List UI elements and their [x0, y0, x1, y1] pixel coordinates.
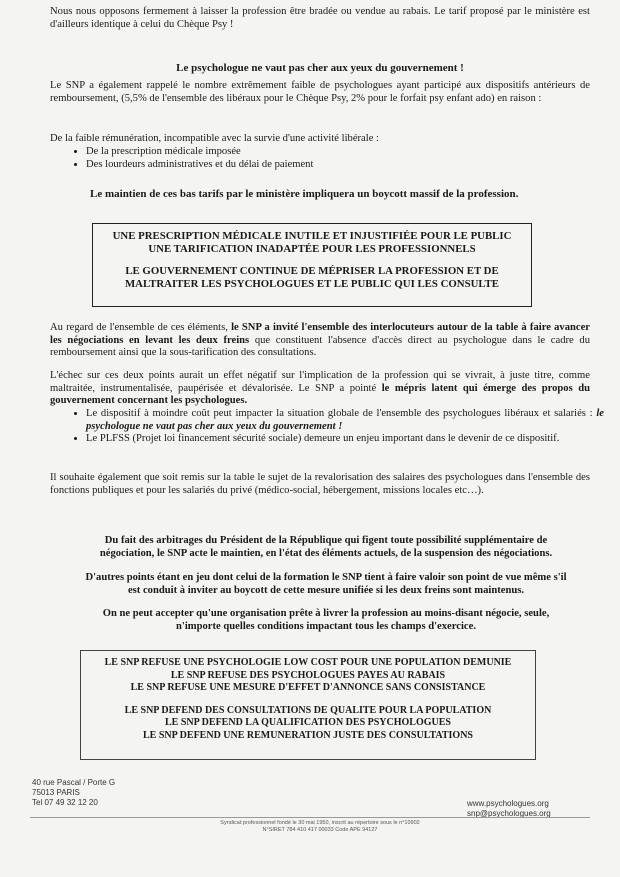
paragraph-negociations: Au regard de l'ensemble de ces éléments, le SNP a invité l'ensemble des interlocuteurs autour de la table à faire avancer les négociations en levant les deux freins que constituent l'absence d'accès direct au psychologue dans le cadre du remboursement ainsi que la sous-tarification des consultations.	[50, 322, 590, 359]
footer-address	[32, 778, 115, 808]
defend-line: LE SNP DEFEND LA QUALIFICATION DES PSYCHOLOGUES	[165, 717, 451, 728]
address-city: 75013 PARIS	[32, 788, 80, 797]
footer-divider	[30, 817, 590, 818]
footer-contact	[467, 799, 551, 819]
intro-paragraph: Nous nous opposons fermement à laisser la profession être bradée ou vendue au rabais. Le tarif proposé par le ministère est d'ailleurs identique à celui du Chèque Psy !	[50, 6, 590, 30]
positions-box	[80, 650, 536, 760]
statement-formation: D'autres points étant en jeu dont celui de la formation le SNP tient à faire valoir son point de vue même s'il est conduit à inviter au boycott de cette mesure unifiée si les deux freins sont maintenus.	[85, 572, 567, 596]
list-item: • De la prescription médicale imposée	[86, 146, 604, 159]
address-street: 40 rue Pascal / Porte G	[32, 778, 116, 787]
list-item: • Le PLFSS (Projet loi financement sécurité sociale) demeure un enjeu important dans le devenir de ce dispositif.	[86, 433, 604, 446]
boycott-statement: Le maintien de ces bas tarifs par le ministère impliquera un boycott massif de la profession.	[90, 188, 519, 200]
email-link[interactable]: snp@psychologues.org	[467, 809, 551, 818]
refuse-line: LE SNP REFUSE UNE PSYCHOLOGIE LOW COST POUR UNE POPULATION DEMUNIE	[104, 657, 512, 668]
defend-line: LE SNP DEFEND UNE REMUNERATION JUSTE DES CONSULTATIONS	[143, 729, 473, 741]
statement-arbitrages: Du fait des arbitrages du Président de la République qui figent toute possibilité supplémentaire de négociation, le SNP acte le maintien, en l'état des éléments actuels, de la suspension des négociations.	[99, 535, 553, 559]
paragraph-revalorisation: Il souhaite également que soit remis sur la table le sujet de la revalorisation des salaires des psychologues dans l'ensemble des fonctions publiques et pour les salariés du privé (médico-social, hébergement, missions locales etc…).	[50, 472, 590, 496]
phone-number: Tel 07 49 32 12 20	[32, 798, 98, 807]
warning-line-prescription: UNE PRESCRIPTION MÉDICALE INUTILE ET INJUSTIFIÉE POUR LE PUBLIC	[112, 230, 512, 242]
paragraph-rappel: Le SNP a également rappelé le nombre extrêmement faible de psychologues ayant participé aux dispositifs antérieurs de remboursement, (5,5% de l'ensemble des libéraux pour le Chèque Psy, 2% pour le forfait psy enfant ado) en raison :	[50, 80, 590, 104]
paragraph-remuneration: De la faible rémunération, incompatible avec la survie d'une activité libérale :	[50, 133, 379, 144]
consequences-list	[72, 408, 604, 446]
paragraph-echec: L'échec sur ces deux points aurait un effet négatif sur l'implication de la profession qui se vivrait, à juste titre, comme maltraitée, instrumentalisée, paupérisée et dévalorisée. Le SNP a pointé le mépris latent qui émerge des propos du gouvernement concernant les psychologues.	[50, 370, 590, 407]
legal-notice	[120, 820, 520, 834]
section-heading: Le psychologue ne vaut pas cher aux yeux du gouvernement !	[176, 62, 464, 74]
warning-line-gouvernement: LE GOUVERNEMENT CONTINUE DE MÉPRISER LA PROFESSION ET DE MALTRAITER LES PSYCHOLOGUES ET LE PUBLIC QUI LES CONSULTE	[124, 265, 499, 290]
reasons-list	[72, 146, 604, 171]
warning-box	[92, 223, 532, 307]
refuse-line: LE SNP REFUSE UNE MESURE D'EFFET D'ANNONCE SANS CONSISTANCE	[130, 682, 486, 693]
refuse-line: LE SNP REFUSE DES PSYCHOLOGUES PAYES AU RABAIS	[170, 669, 446, 681]
warning-line-tarification: UNE TARIFICATION INADAPTÉE POUR LES PROFESSIONNELS	[148, 243, 476, 255]
legal-siret: N°SIRET 784 410 417 00033 Code APE 94127	[262, 827, 378, 833]
legal-foundation: Syndicat professionnel fondé le 30 mai 1950, inscrit au répertoire sous le n°10902	[220, 820, 420, 826]
list-item: • Des lourdeurs administratives et du délai de paiement	[86, 159, 604, 172]
website-link[interactable]: www.psychologues.org	[467, 799, 549, 808]
list-item: • Le dispositif à moindre coût peut impacter la situation globale de l'ensemble des psychologues libéraux et salariés : le psychologue ne vaut pas cher aux yeux du gouvernement !	[86, 408, 604, 433]
statement-organisation: On ne peut accepter qu'une organisation prête à livrer la profession au moins-disant négocie, seule, n'importe quelles conditions impactant tous les champs d'exercice.	[102, 608, 550, 632]
defend-line: LE SNP DEFEND DES CONSULTATIONS DE QUALITE POUR LA POPULATION	[124, 704, 492, 716]
